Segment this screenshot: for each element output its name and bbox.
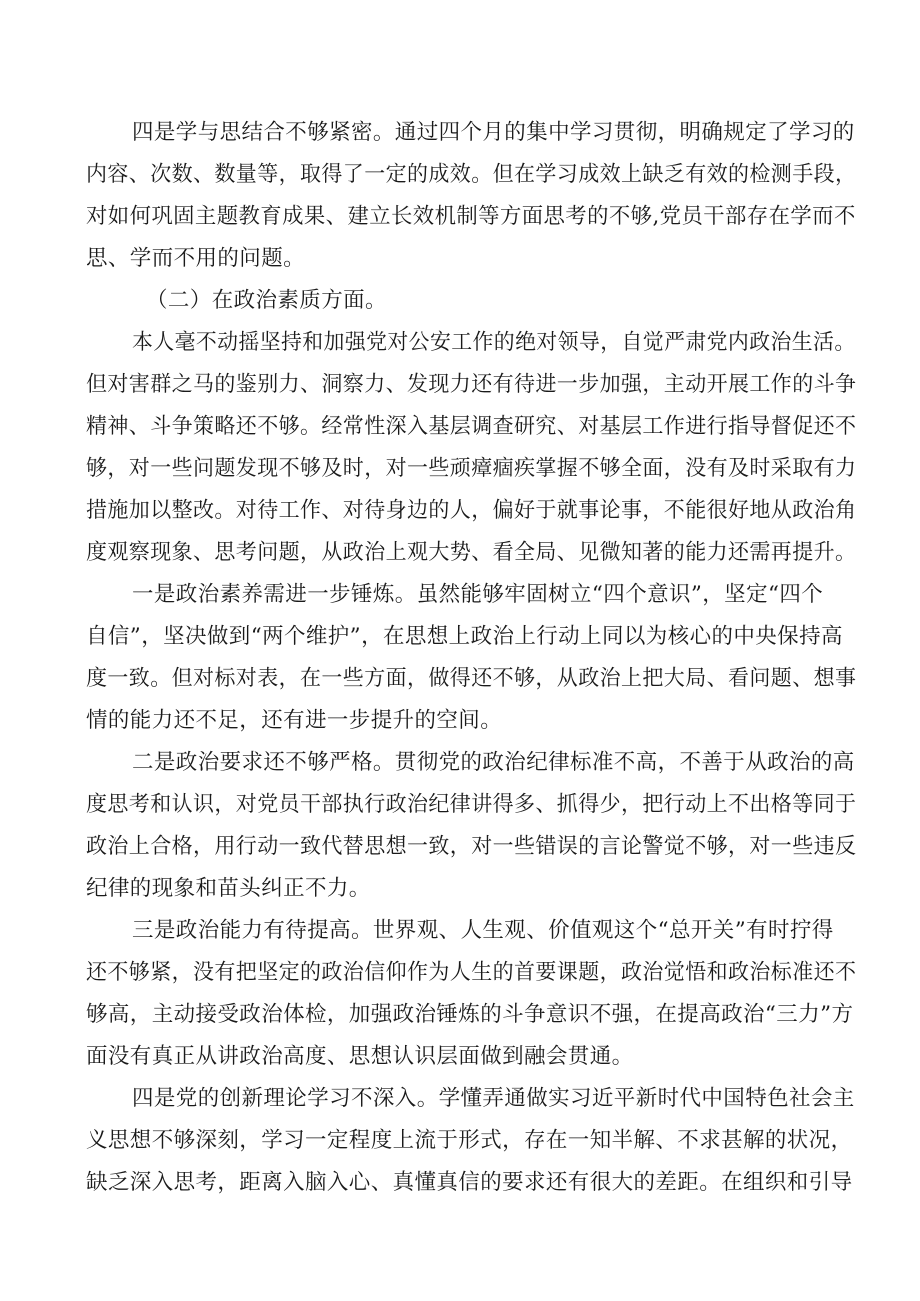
paragraph-1-line-2: 内容、次数、数量等，取得了一定的成效。但在学习成效上缺乏有效的检测手段，: [86, 162, 857, 187]
paragraph-1-line-1: 四是学与思结合不够紧密。通过四个月的集中学习贯彻，明确规定了学习的: [132, 120, 855, 145]
paragraph-4-line-2: 自信”，坚决做到“两个维护”，在思想上政治上行动上同以为核心的中央保持高: [86, 624, 843, 649]
paragraph-3-line-6: 度观察现象、思考问题，从政治上观大势、看全局、见微知著的能力还需再提升。: [86, 540, 857, 565]
section-heading: （二）在政治素质方面。: [146, 288, 387, 313]
paragraph-5-line-4: 纪律的现象和苗头纠正不力。: [86, 876, 371, 901]
paragraph-6-line-4: 面没有真正从讲政治高度、思想认识层面做到融会贯通。: [86, 1044, 634, 1069]
paragraph-6-line-2: 还不够紧，没有把坚定的政治信仰作为人生的首要课题，政治觉悟和政治标准还不: [86, 960, 857, 985]
paragraph-4-line-4: 情的能力还不足，还有进一步提升的空间。: [86, 708, 503, 733]
paragraph-3-line-3: 精神、斗争策略还不够。经常性深入基层调查研究、对基层工作进行指导督促还不: [86, 414, 857, 439]
paragraph-4-line-1: 一是政治素养需进一步锤炼。虽然能够牢固树立“四个意识”，坚定“四个: [132, 582, 824, 607]
paragraph-1-line-4: 思、学而不用的问题。: [86, 246, 306, 271]
paragraph-5-line-3: 政治上合格，用行动一致代替思想一致，对一些错误的言论警觉不够，对一些违反: [86, 834, 857, 859]
paragraph-4-line-3: 度一致。但对标对表，在一些方面，做得还不够，从政治上把大局、看问题、想事: [86, 666, 857, 691]
paragraph-7-line-3: 缺乏深入思考，距离入脑入心、真懂真信的要求还有很大的差距。在组织和引导: [86, 1170, 853, 1195]
paragraph-5-line-1: 二是政治要求还不够严格。贯彻党的政治纪律标准不高，不善于从政治的高: [132, 750, 855, 775]
paragraph-3-line-5: 措施加以整改。对待工作、对待身边的人，偏好于就事论事，不能很好地从政治角: [86, 498, 857, 523]
paragraph-5-line-2: 度思考和认识，对党员干部执行政治纪律讲得多、抓得少，把行动上不出格等同于: [86, 792, 857, 817]
paragraph-7-line-1: 四是党的创新理论学习不深入。学懂弄通做实习近平新时代中国特色社会主: [132, 1086, 855, 1111]
paragraph-1-line-3: 对如何巩固主题教育成果、建立长效机制等方面思考的不够,党员干部存在学而不: [86, 204, 856, 229]
paragraph-7-line-2: 义思想不够深刻，学习一定程度上流于形式，存在一知半解、不求甚解的状况，: [86, 1128, 853, 1153]
paragraph-3-line-1: 本人毫不动摇坚持和加强党对公安工作的绝对领导，自觉严肃党内政治生活。: [132, 330, 856, 355]
paragraph-3-line-2: 但对害群之马的鉴别力、洞察力、发现力还有待进一步加强，主动开展工作的斗争: [86, 372, 857, 397]
paragraph-6-line-1: 三是政治能力有待提高。世界观、人生观、价值观这个“总开关”有时拧得: [132, 918, 834, 943]
paragraph-6-line-3: 够高，主动接受政治体检，加强政治锤炼的斗争意识不强，在提高政治“三力”方: [86, 1002, 854, 1027]
paragraph-3-line-4: 够，对一些问题发现不够及时，对一些顽瘴痼疾掌握不够全面，没有及时采取有力: [86, 456, 857, 481]
